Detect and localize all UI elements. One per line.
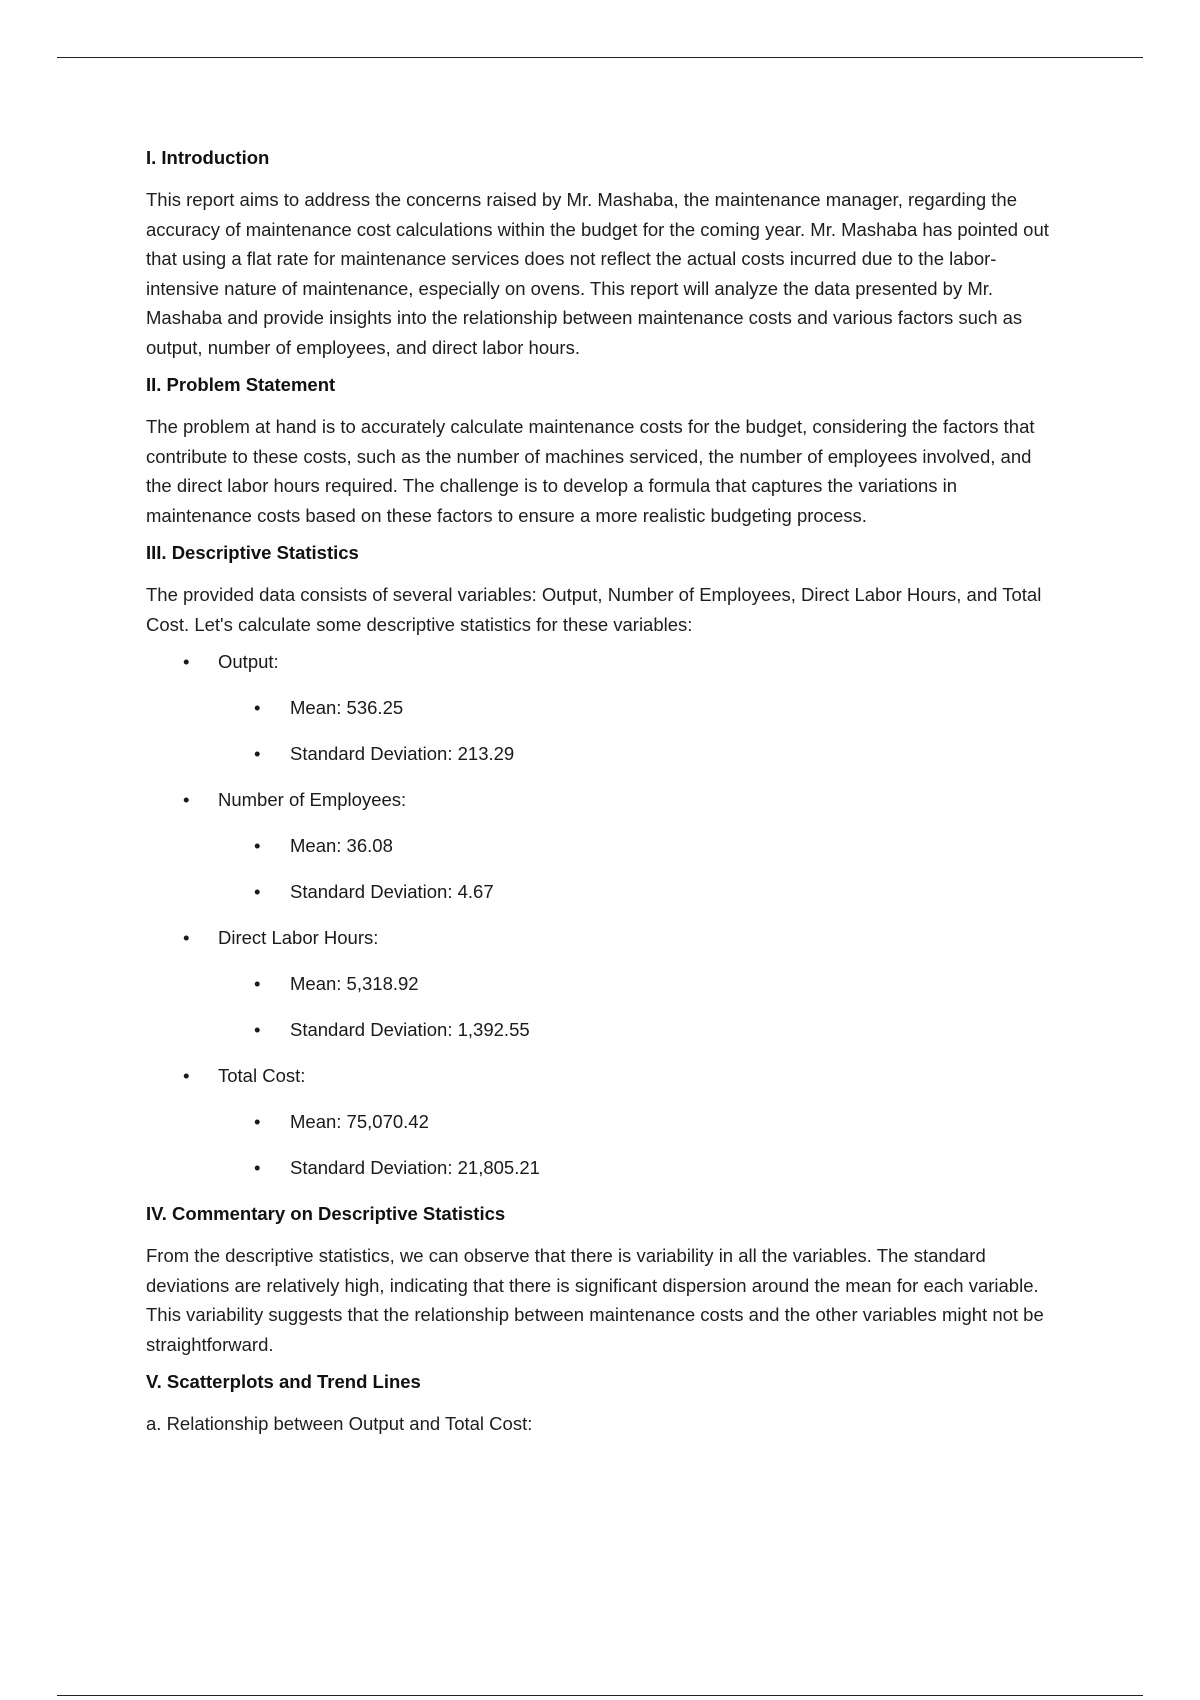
list-item bbox=[218, 1155, 1061, 1181]
sd-value: Standard Deviation: 21,805.21 bbox=[290, 1157, 540, 1178]
mean-value: Mean: 536.25 bbox=[290, 697, 404, 718]
heading-introduction: I. Introduction bbox=[146, 147, 270, 168]
mean-value: Mean: 36.08 bbox=[290, 835, 393, 856]
variable-label: Output: bbox=[218, 651, 279, 672]
bullet-icon: • bbox=[254, 835, 261, 856]
paragraph-descriptive-statistics: The provided data consists of several variables: Output, Number of Employees, Direct Labor Hours, and Total Cost. Let's calculate some descriptive statistics for these variables: bbox=[146, 584, 1042, 635]
sd-value: Standard Deviation: 213.29 bbox=[290, 743, 515, 764]
statistics-sublist bbox=[218, 695, 1061, 767]
variable-label: Number of Employees: bbox=[218, 789, 407, 810]
list-item bbox=[218, 833, 1061, 859]
list-item-direct-labor-hours bbox=[146, 925, 1061, 1043]
mean-value: Mean: 5,318.92 bbox=[290, 973, 419, 994]
bullet-icon: • bbox=[254, 1157, 261, 1178]
bullet-icon: • bbox=[183, 651, 190, 672]
list-item-output bbox=[146, 649, 1061, 767]
statistics-sublist bbox=[218, 971, 1061, 1043]
heading-scatterplots: V. Scatterplots and Trend Lines bbox=[146, 1371, 421, 1392]
section-commentary bbox=[146, 1201, 1061, 1359]
heading-descriptive-statistics: III. Descriptive Statistics bbox=[146, 542, 359, 563]
bullet-icon: • bbox=[183, 789, 190, 810]
section-scatterplots bbox=[146, 1369, 1061, 1439]
document-body bbox=[146, 145, 1061, 1449]
list-item bbox=[218, 879, 1061, 905]
variable-label: Direct Labor Hours: bbox=[218, 927, 379, 948]
sd-value: Standard Deviation: 1,392.55 bbox=[290, 1019, 530, 1040]
list-item bbox=[218, 695, 1061, 721]
bullet-icon: • bbox=[254, 743, 261, 764]
bullet-icon: • bbox=[254, 1019, 261, 1040]
paragraph-introduction: This report aims to address the concerns raised by Mr. Mashaba, the maintenance manager, regarding the accuracy of maintenance cost calculations within the budget for the coming year. Mr. Mashaba has pointed out that using a flat rate for maintenance services does not reflect the actual costs incurred due to the labor-intensive nature of maintenance, especially on ovens. This report will analyze the data presented by Mr. Mashaba and provide insights into the relationship between maintenance costs and various factors such as output, number of employees, and direct labor hours. bbox=[146, 189, 1049, 358]
bullet-icon: • bbox=[254, 1111, 261, 1132]
list-item bbox=[218, 971, 1061, 997]
bullet-icon: • bbox=[254, 697, 261, 718]
top-rule bbox=[57, 57, 1143, 58]
section-problem-statement bbox=[146, 372, 1061, 530]
bottom-rule bbox=[57, 1695, 1143, 1696]
variable-label: Total Cost: bbox=[218, 1065, 306, 1086]
list-item-total-cost bbox=[146, 1063, 1061, 1181]
heading-commentary: IV. Commentary on Descriptive Statistics bbox=[146, 1203, 506, 1224]
list-item bbox=[218, 1109, 1061, 1135]
bullet-icon: • bbox=[254, 881, 261, 902]
list-item bbox=[218, 741, 1061, 767]
heading-problem-statement: II. Problem Statement bbox=[146, 374, 336, 395]
statistics-sublist bbox=[218, 1109, 1061, 1181]
paragraph-scatterplot-output: a. Relationship between Output and Total Cost: bbox=[146, 1413, 533, 1434]
section-descriptive-statistics bbox=[146, 540, 1061, 1181]
list-item bbox=[218, 1017, 1061, 1043]
mean-value: Mean: 75,070.42 bbox=[290, 1111, 429, 1132]
sd-value: Standard Deviation: 4.67 bbox=[290, 881, 494, 902]
bullet-icon: • bbox=[254, 973, 261, 994]
paragraph-commentary: From the descriptive statistics, we can observe that there is variability in all the variables. The standard deviations are relatively high, indicating that there is significant dispersion around the mean for each variable. This variability suggests that the relationship between maintenance costs and the other variables might not be straightforward. bbox=[146, 1245, 1044, 1355]
list-item-number-of-employees bbox=[146, 787, 1061, 905]
bullet-icon: • bbox=[183, 1065, 190, 1086]
statistics-sublist bbox=[218, 833, 1061, 905]
statistics-list bbox=[146, 649, 1061, 1181]
section-introduction bbox=[146, 145, 1061, 362]
bullet-icon: • bbox=[183, 927, 190, 948]
paragraph-problem-statement: The problem at hand is to accurately calculate maintenance costs for the budget, considering the factors that contribute to these costs, such as the number of machines serviced, the number of employees involved, and the direct labor hours required. The challenge is to develop a formula that captures the variations in maintenance costs based on these factors to ensure a more realistic budgeting process. bbox=[146, 416, 1035, 526]
